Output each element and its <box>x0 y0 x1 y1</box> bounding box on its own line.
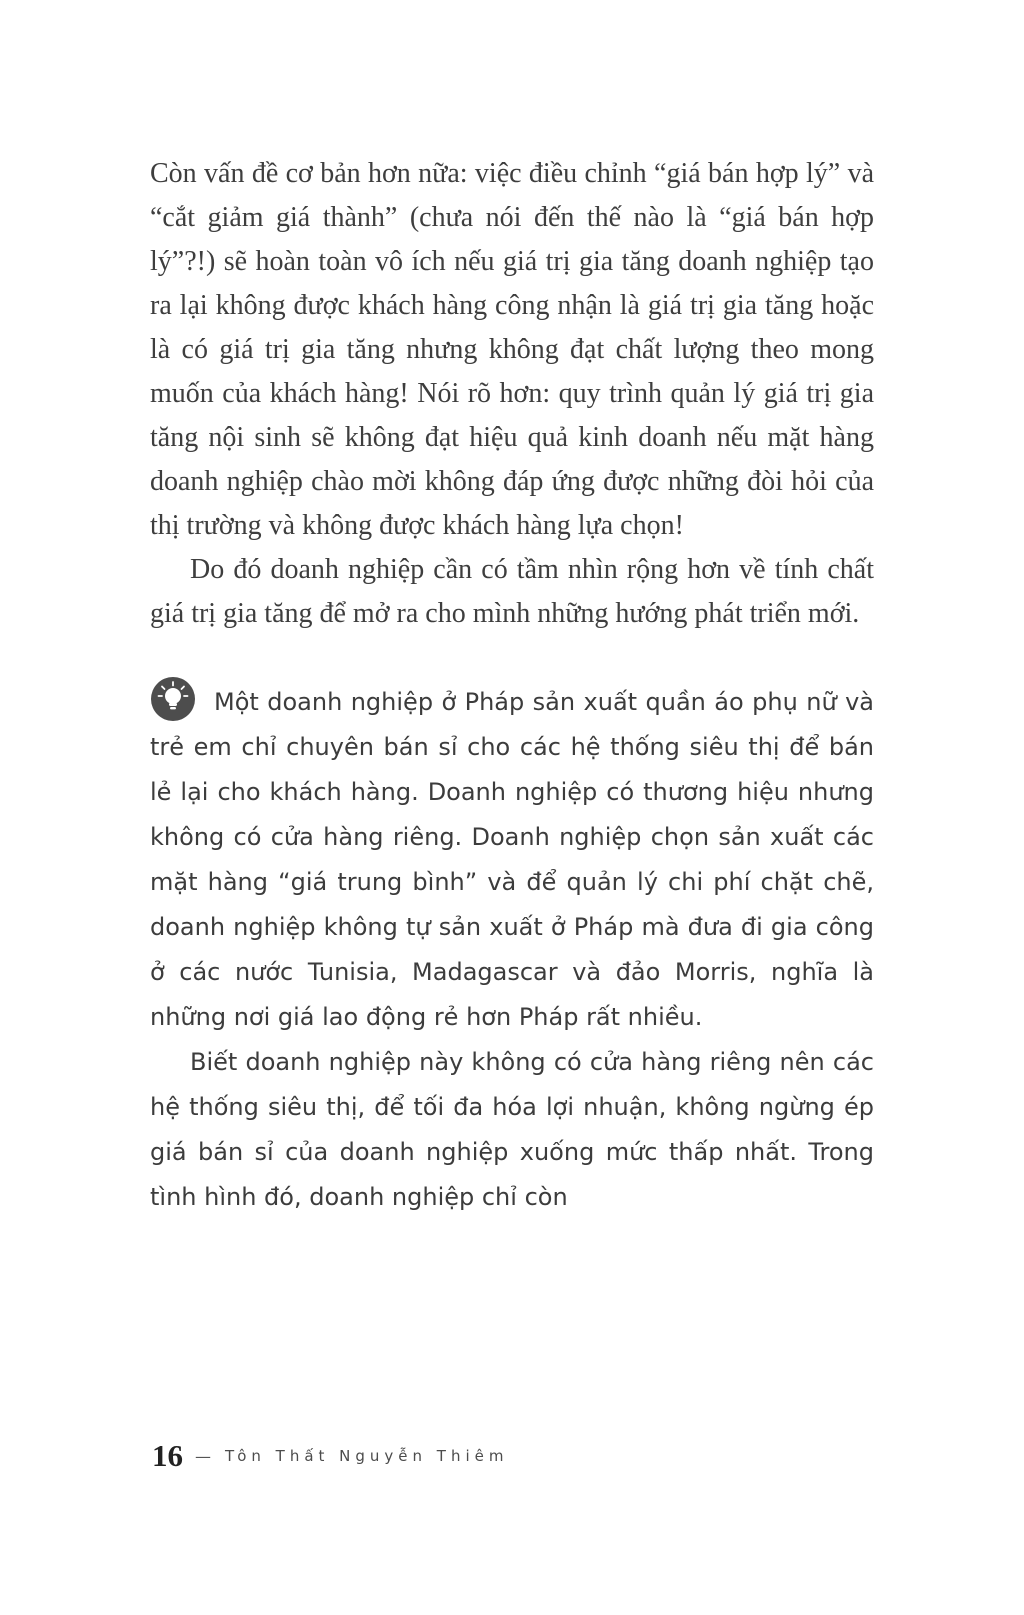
paragraph: Do đó doanh nghiệp cần có tầm nhìn rộng hơn về tính chất giá trị gia tăng để mở ra cho mình những hướng phát triển mới. <box>150 554 874 629</box>
paragraph: Còn vấn đề cơ bản hơn nữa: việc điều chỉnh “giá bán hợp lý” và “cắt giảm giá thành” (chưa nói đến thế nào là “giá bán hợp lý”?!) sẽ hoàn toàn vô ích nếu giá trị gia tăng doanh nghiệp tạo ra lại không được khách hàng công nhận là giá trị gia tăng hoặc là có giá trị gia tăng nhưng không đạt chất lượng theo mong muốn của khách hàng! Nói rõ hơn: quy trình quản lý giá trị gia tăng nội sinh sẽ không đạt hiệu quả kinh doanh nếu mặt hàng doanh nghiệp chào mời không đáp ứng được những đòi hỏi của thị trường và không được khách hàng lựa chọn! <box>150 158 874 541</box>
page-content <box>150 152 874 1220</box>
tip-text: Một doanh nghiệp ở Pháp sản xuất quần áo phụ nữ và trẻ em chỉ chuyên bán sỉ cho các hệ thống siêu thị để bán lẻ lại cho khách hàng. Doanh nghiệp có thương hiệu nhưng không có cửa hàng riêng. Doanh nghiệp chọn sản xuất các mặt hàng “giá trung bình” và để quản lý chi phí chặt chẽ, doanh nghiệp không tự sản xuất ở Pháp mà đưa đi gia công ở các nước Tunisia, Madagascar và đảo Morris, nghĩa là những nơi giá lao động rẻ hơn Pháp rất nhiều. <box>150 688 874 1031</box>
page-number: 16 <box>152 1438 183 1473</box>
tip-paragraph: Biết doanh nghiệp này không có cửa hàng riêng nên các hệ thống siêu thị, để tối đa hóa lợi nhuận, không ngừng ép giá bán sỉ của doanh nghiệp xuống mức thấp nhất. Trong tình hình đó, doanh nghiệp chỉ còn <box>150 1048 874 1211</box>
lightbulb-icon <box>150 676 196 722</box>
page-footer <box>152 1438 876 1474</box>
tip-block <box>150 676 874 1220</box>
tip-paragraph <box>150 676 874 1040</box>
footer-separator: — <box>195 1446 211 1466</box>
author-name: Tôn Thất Nguyễn Thiêm <box>225 1447 509 1465</box>
